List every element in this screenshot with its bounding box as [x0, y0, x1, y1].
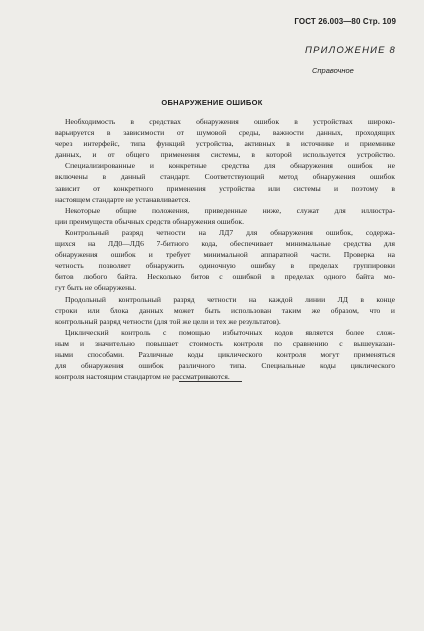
text-line: обнаружения ошибок и требует минимальной аппаратной части. Проверка на: [55, 250, 395, 260]
text-line: контрольный разряд четности (для той же цели и тех же результатов).: [55, 316, 281, 326]
appendix-label: ПРИЛОЖЕНИЕ 8: [305, 45, 396, 56]
text-line: Некоторые общие положения, приведенные ниже, служат для иллюстра-: [65, 205, 395, 215]
text-line: Специализированные и конкретные средства для обнаружения ошибок не: [65, 161, 395, 171]
text-line: зависит от конкретного применения устройства или системы и поэтому в: [55, 183, 395, 193]
text-line: Продольный контрольный разряд четности на каждой линии ЛД в конце: [65, 294, 395, 304]
text-line: через интерфейс, типа функций устройства, активных в источнике и приемнике: [55, 139, 395, 149]
text-line: варьируется в зависимости от шумовой среды, важности данных, проходящих: [55, 128, 395, 138]
text-line: строки или блока данных может быть использован таким же образом, что и: [55, 305, 395, 315]
section-title: ОБНАРУЖЕНИЕ ОШИБОК: [161, 98, 263, 107]
text-line: щихся на ЛД0—ЛД6 7-битного кода, обеспечивает минимальные средства для: [55, 239, 395, 249]
text-line: контроля настоящим стандартом не рассматриваются.: [55, 372, 230, 382]
text-line: ными способами. Различные коды циклического контроля могут применяться: [55, 349, 395, 359]
text-line: четность позволяет обнаружить одиночную ошибку в пределах группировки: [55, 261, 395, 271]
text-line: гут быть не обнаружены.: [55, 283, 137, 293]
text-line: настоящем стандарте не устанавливается.: [55, 194, 191, 204]
text-line: Циклический контроль с помощью избыточных кодов является более слож-: [65, 327, 395, 337]
text-line: Необходимость в средствах обнаружения ошибок в устройствах широко-: [65, 117, 395, 126]
text-line: включены в данный стандарт. Соответствующий метод обнаружения ошибок: [55, 172, 395, 182]
body-text: [55, 116, 395, 382]
text-line: для обнаружения ошибок различного типа. Специальные коды циклического: [55, 361, 395, 371]
page-header: ГОСТ 26.003—80 Стр. 109: [294, 17, 396, 26]
text-line: ным и значительно повышает стоимость контроля по сравнению с вышеуказан-: [55, 338, 395, 348]
text-line: ции преимуществ обычных средств обнаружения ошибок.: [55, 216, 244, 226]
text-line: данных, и от общего применения системы, в которой используется устройство.: [55, 150, 395, 160]
reference-label: Справочное: [312, 66, 354, 75]
closing-rule: [179, 381, 242, 382]
text-line: битов любого байта. Несколько битов с ошибкой в пределах одного байта мо-: [55, 272, 395, 282]
text-line: Контрольный разряд четности на ЛД7 для обнаружения ошибок, содержа-: [65, 227, 395, 237]
